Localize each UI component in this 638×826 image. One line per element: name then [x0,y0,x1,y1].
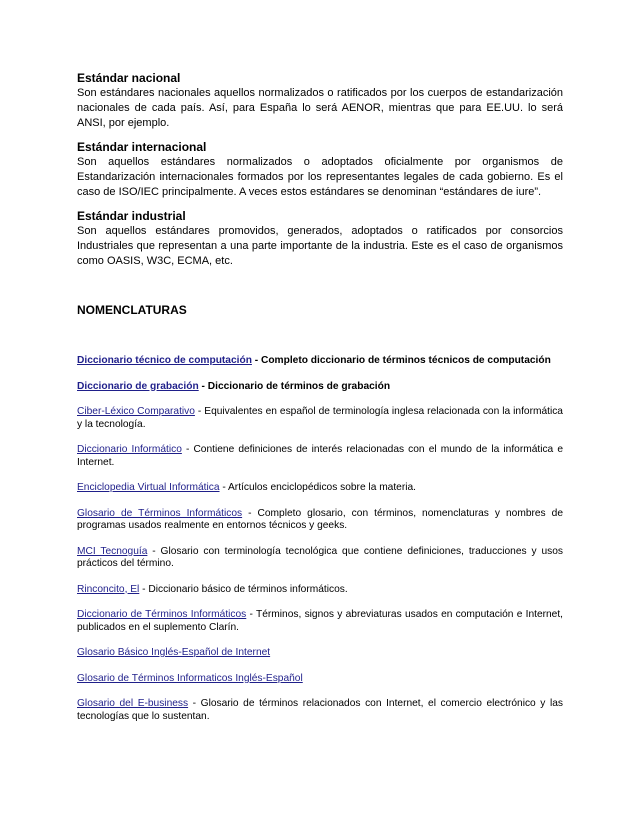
entry-link[interactable]: Diccionario técnico de computación [77,355,252,366]
list-item [77,444,563,469]
list-item [77,546,563,571]
entry-description: - Artículos enciclopédicos sobre la materia. [219,482,416,493]
entry-link[interactable]: Enciclopedia Virtual Informática [77,482,220,493]
list-item [77,647,563,660]
entry-link[interactable]: Glosario Básico Inglés-Español de Internet [77,647,271,658]
list-item [77,609,563,634]
list-item [77,584,563,597]
entry-description: - Contiene definiciones de interés relacionadas con el mundo de la informática e Internet. [77,444,563,468]
list-item [77,508,563,533]
entry-link[interactable]: Diccionario de Términos Informáticos [77,609,247,620]
entry-description: - Equivalentes en español de terminología inglesa relacionada con la informática y la tecnología. [77,406,563,430]
nomenclaturas-heading: NOMENCLATURAS [77,303,187,317]
entry-description: - Completo diccionario de términos técnicos de computación [251,355,551,366]
entry-description: - Glosario con terminología tecnológica que contiene definiciones, traducciones y usos prácticos del término. [77,545,563,569]
list-item [77,381,563,394]
section-paragraph: Son aquellos estándares normalizados o adoptados oficialmente por organismos de Estandarización internacionales formados por los representantes legales de cada gobierno. Es el caso de ISO/IEC principalmente. A veces estos estándares se denominan “estándares de iure”. [77,156,563,198]
entry-link[interactable]: Diccionario Informático [77,444,182,455]
document-content [77,70,563,736]
section-paragraph: Son estándares nacionales aquellos normalizados o ratificados por los cuerpos de estandarización nacionales de cada país. Así, para España lo será AENOR, mientras que para EE.UU. lo será ANSI, por ejemplo. [77,87,563,129]
entry-description: - Diccionario de términos de grabación [198,380,391,392]
list-item [77,406,563,431]
entry-link[interactable]: Diccionario de grabación [77,380,199,392]
entry-link[interactable]: Rinconcito, El [77,583,140,595]
section-heading: Estándar industrial [77,209,186,223]
section-heading: Estándar nacional [77,71,181,85]
section-paragraph: Son aquellos estándares promovidos, generados, adoptados o ratificados por consorcios Industriales que representan a una parte importante de la industria. Este es el caso de organismos como OASIS, W3C, ECMA, etc. [77,225,563,267]
list-item [77,673,563,686]
entry-description: - Términos, signos y abreviaturas usados en computación e Internet, publicados en el suplemento Clarín. [77,609,563,633]
entry-link[interactable]: Glosario del E-business [77,698,189,709]
list-item [77,355,563,368]
section-estandar-nacional [77,70,563,131]
entry-link[interactable]: Glosario de Términos Informaticos Inglés-Español [77,672,303,684]
entry-link[interactable]: MCI Tecnoguía [77,545,148,557]
entry-description: - Completo glosario, con términos, nomenclaturas y nombres de programas usados realmente en entornos técnicos y geeks. [77,507,563,531]
section-estandar-internacional [77,139,563,200]
entry-link[interactable]: Ciber-Léxico Comparativo [77,406,195,417]
list-item [77,482,563,495]
nomenclaturas-list [77,355,563,723]
section-estandar-industrial [77,208,563,269]
entry-link[interactable]: Glosario de Términos Informáticos [77,507,243,519]
list-item [77,698,563,723]
entry-description: - Diccionario básico de términos informáticos. [139,583,348,595]
section-heading: Estándar internacional [77,140,207,154]
entry-description: - Glosario de términos relacionados con Internet, el comercio electrónico y las tecnologías que lo sustentan. [77,698,563,722]
